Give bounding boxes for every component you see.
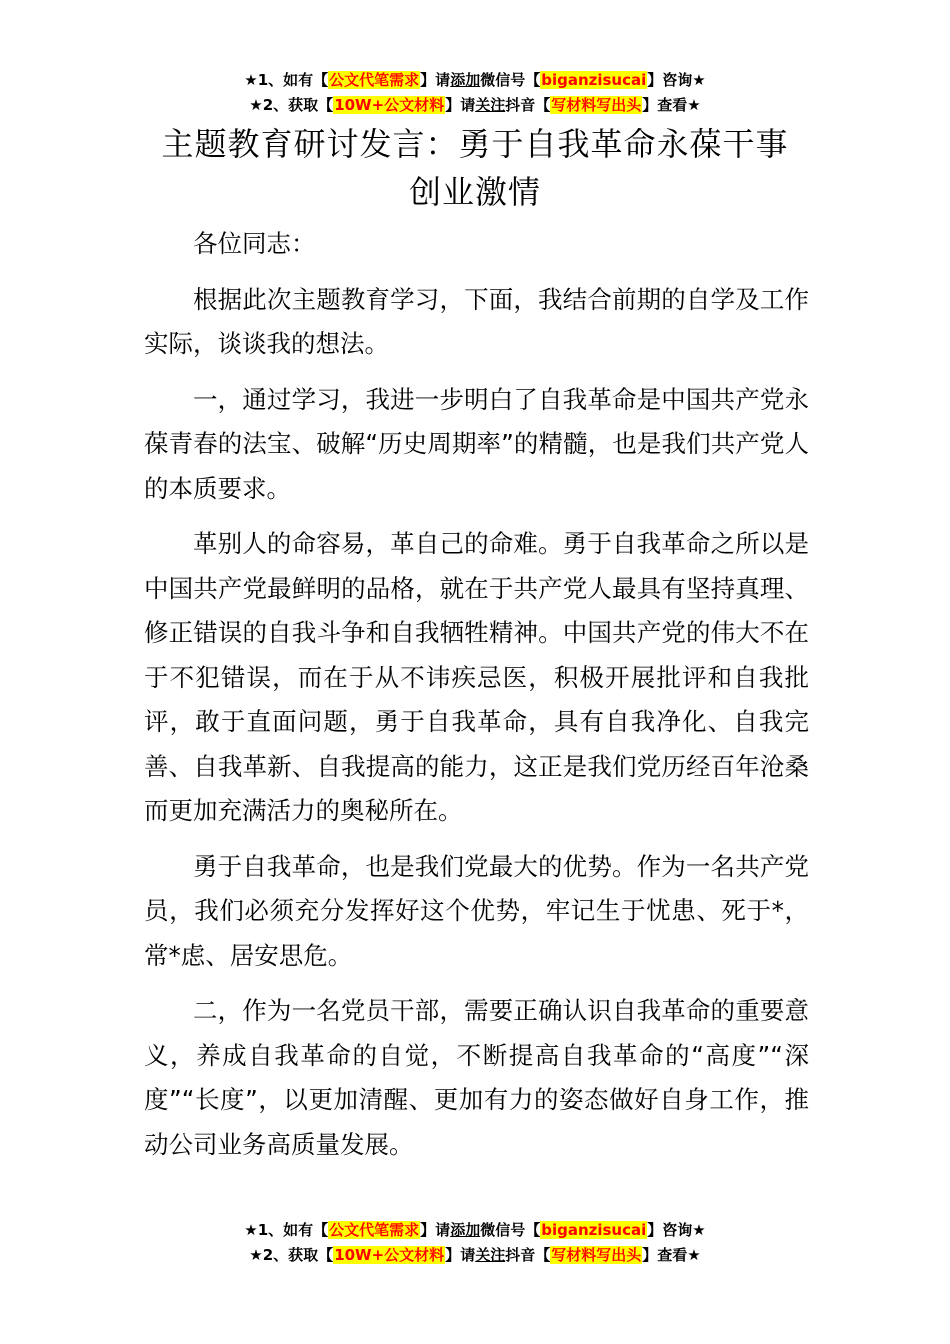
- ad-text: 】咨询★: [647, 71, 706, 89]
- header-ad: [0, 68, 950, 118]
- title-line-2: 创业激情: [408, 173, 541, 211]
- ad-text: ★2、获取【: [249, 96, 334, 114]
- ad-text: 】请: [420, 71, 451, 89]
- paragraph: 勇于自我革命，也是我们党最大的优势。作为一名共产党员，我们必须充分发挥好这个优势，牢记生于忧患、死于*，常*虑、居安思危。: [144, 851, 809, 970]
- ad-highlight: biganzisucai: [541, 1221, 647, 1239]
- ad-highlight: 写材料写出头: [551, 1246, 642, 1264]
- document-title: [0, 120, 950, 216]
- ad-text: 】请: [445, 96, 476, 114]
- ad-highlight: biganzisucai: [541, 71, 647, 89]
- title-line-1: 主题教育研讨发言：勇于自我革命永葆干事: [161, 125, 789, 163]
- ad-text: ★2、获取【: [249, 1246, 334, 1264]
- header-ad-line-1: [0, 68, 950, 93]
- footer-ad-line-2: [0, 1243, 950, 1268]
- ad-underlined: 关注: [475, 1246, 506, 1264]
- ad-highlight: 10W+公文材料: [334, 1246, 445, 1264]
- ad-text: 】请: [420, 1221, 451, 1239]
- ad-text: ★1、如有【: [244, 71, 329, 89]
- ad-text: 微信号【: [480, 71, 541, 89]
- ad-highlight: 10W+公文材料: [334, 96, 445, 114]
- paragraph: 二，作为一名党员干部，需要正确认识自我革命的重要意义，养成自我革命的自觉，不断提高自我革命的“高度”“深度”“长度”，以更加清醒、更加有力的姿态做好自身工作，推动公司业务高质量发展。: [144, 996, 809, 1159]
- ad-text: 抖音【: [505, 1246, 551, 1264]
- paragraph: 一，通过学习，我进一步明白了自我革命是中国共产党永葆青春的法宝、破解“历史周期率”的精髓，也是我们共产党人的本质要求。: [144, 384, 809, 503]
- ad-text: 】咨询★: [647, 1221, 706, 1239]
- paragraph: 革别人的命容易，革自己的命难。勇于自我革命之所以是中国共产党最鲜明的品格，就在于共产党人最具有坚持真理、修正错误的自我斗争和自我牺牲精神。中国共产党的伟大不在于不犯错误，而在于从不讳疾忌医，积极开展批评和自我批评，敢于直面问题，勇于自我革命，具有自我净化、自我完善、自我革新、自我提高的能力，这正是我们党历经百年沧桑而更加充满活力的奥秘所在。: [144, 529, 809, 825]
- ad-underlined: 添加: [450, 71, 481, 89]
- ad-underlined: 关注: [475, 96, 506, 114]
- ad-underlined: 添加: [450, 1221, 481, 1239]
- ad-text: 】请: [445, 1246, 476, 1264]
- ad-highlight: 写材料写出头: [551, 96, 642, 114]
- document-body: [144, 222, 809, 1178]
- ad-text: 微信号【: [480, 1221, 541, 1239]
- ad-text: 】查看★: [642, 1246, 701, 1264]
- footer-ad-line-1: [0, 1218, 950, 1243]
- ad-text: 】查看★: [642, 96, 701, 114]
- paragraph: 根据此次主题教育学习，下面，我结合前期的自学及工作实际，谈谈我的想法。: [144, 284, 809, 358]
- header-ad-line-2: [0, 93, 950, 118]
- footer-ad: [0, 1218, 950, 1268]
- ad-highlight: 公文代笔需求: [329, 1221, 420, 1239]
- ad-highlight: 公文代笔需求: [329, 71, 420, 89]
- salutation: 各位同志：: [193, 229, 316, 258]
- ad-text: 抖音【: [505, 96, 551, 114]
- ad-text: ★1、如有【: [244, 1221, 329, 1239]
